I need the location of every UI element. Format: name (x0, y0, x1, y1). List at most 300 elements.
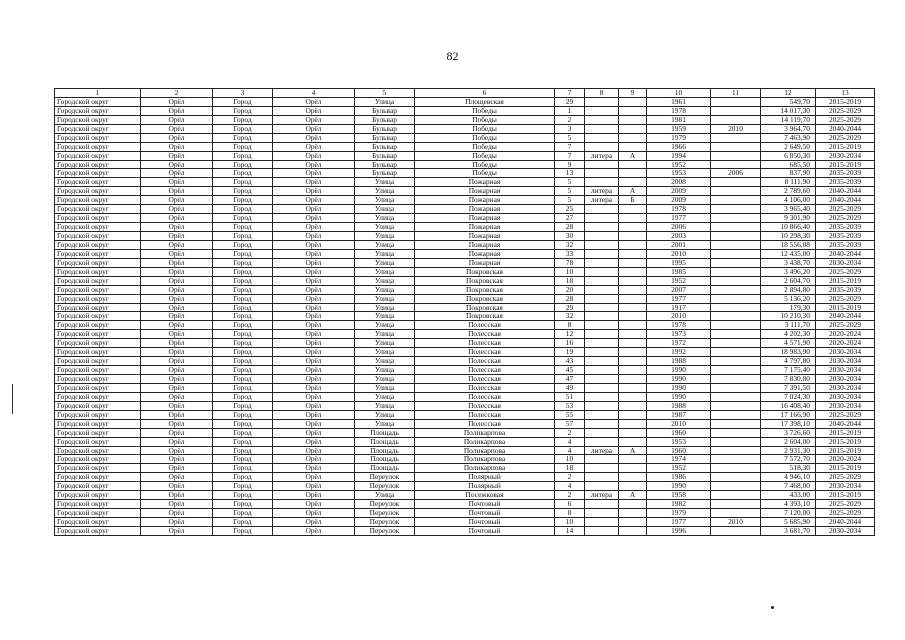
table-cell: 14 (555, 526, 585, 535)
table-cell (585, 482, 619, 491)
column-header: 12 (761, 89, 816, 98)
table-cell: 2040-2044 (816, 312, 875, 321)
table-cell: Орёл (141, 410, 213, 419)
table-cell (711, 151, 761, 160)
table-cell: 1979 (647, 509, 711, 518)
table-cell: Орёл (141, 214, 213, 223)
table-cell: Полесская (415, 348, 555, 357)
table-cell: Орёл (141, 509, 213, 518)
table-cell: 2 931,30 (761, 446, 816, 455)
table-row (55, 178, 875, 187)
table-cell: Орёл (141, 223, 213, 232)
table-cell (585, 178, 619, 187)
table-cell (711, 339, 761, 348)
table-cell: 27 (555, 214, 585, 223)
table-row (55, 401, 875, 410)
table-cell: Улица (355, 419, 415, 428)
table-cell: Город (213, 258, 273, 267)
table-cell: 1978 (647, 321, 711, 330)
table-cell (619, 303, 647, 312)
table-cell: Победы (415, 115, 555, 124)
table-cell: Городской округ (55, 357, 141, 366)
table-cell: Улица (355, 303, 415, 312)
table-cell: 2008 (647, 178, 711, 187)
table-cell (585, 410, 619, 419)
table-row (55, 196, 875, 205)
table-cell (619, 428, 647, 437)
table-row (55, 205, 875, 214)
table-cell: Городской округ (55, 106, 141, 115)
table-cell: Бульвар (355, 133, 415, 142)
table-cell: Полесская (415, 357, 555, 366)
table-row (55, 151, 875, 160)
table-cell (619, 383, 647, 392)
table-cell: Городской округ (55, 518, 141, 527)
table-cell: Орёл (141, 518, 213, 527)
table-cell: 9 301,90 (761, 214, 816, 223)
table-cell (619, 357, 647, 366)
table-cell: 8 (555, 321, 585, 330)
table-cell: Бульвар (355, 124, 415, 133)
table-cell: 10 (555, 518, 585, 527)
table-cell: 1952 (647, 160, 711, 169)
table-cell: 18 (555, 276, 585, 285)
table-cell: Улица (355, 285, 415, 294)
table-cell (585, 357, 619, 366)
table-cell: 2030-2034 (816, 482, 875, 491)
table-cell (711, 142, 761, 151)
table-cell: Орёл (273, 518, 355, 527)
table-cell (619, 115, 647, 124)
table-row (55, 357, 875, 366)
table-cell: Городской округ (55, 339, 141, 348)
table-cell: 2001 (647, 240, 711, 249)
table-cell: Почтовый (415, 518, 555, 527)
table-cell: Городской округ (55, 491, 141, 500)
table-cell: Орёл (273, 473, 355, 482)
table-cell: 17 166,90 (761, 410, 816, 419)
table-cell (585, 205, 619, 214)
table-cell (711, 348, 761, 357)
table-cell: Площадь (355, 428, 415, 437)
table-cell (711, 446, 761, 455)
table-cell: Городской округ (55, 455, 141, 464)
table-cell: Орёл (141, 428, 213, 437)
table-cell: Орёл (141, 303, 213, 312)
table-cell (619, 392, 647, 401)
table-cell: 14 119,70 (761, 115, 816, 124)
table-row (55, 500, 875, 509)
table-cell: 2009 (647, 187, 711, 196)
table-cell: Городской округ (55, 169, 141, 178)
table-cell: Городской округ (55, 205, 141, 214)
table-cell (619, 455, 647, 464)
table-cell: Город (213, 124, 273, 133)
table-cell: 1978 (647, 106, 711, 115)
table-cell: 17 398,10 (761, 419, 816, 428)
table-cell: Орёл (273, 276, 355, 285)
table-cell: Орёл (273, 500, 355, 509)
table-cell (711, 357, 761, 366)
table-cell: 10 (555, 267, 585, 276)
table-cell: Улица (355, 491, 415, 500)
table-cell (585, 142, 619, 151)
table-cell: Площадь (355, 455, 415, 464)
table-cell: Орёл (273, 482, 355, 491)
table-cell: 2030-2034 (816, 348, 875, 357)
table-cell: Городской округ (55, 375, 141, 384)
table-cell (619, 339, 647, 348)
table-cell: 2 (555, 473, 585, 482)
table-cell: Переулок (355, 526, 415, 535)
table-cell: Город (213, 223, 273, 232)
table-cell: 2 604,00 (761, 437, 816, 446)
table-cell: 7 572,70 (761, 455, 816, 464)
table-cell: Пожарная (415, 232, 555, 241)
table-cell (619, 285, 647, 294)
table-cell: Город (213, 312, 273, 321)
table-cell: Пожарная (415, 258, 555, 267)
table-cell: 1953 (647, 437, 711, 446)
table-cell: Орёл (273, 419, 355, 428)
table-cell: Городской округ (55, 285, 141, 294)
table-cell: 4 (555, 446, 585, 455)
table-cell (619, 258, 647, 267)
table-cell (711, 366, 761, 375)
table-cell: 1981 (647, 115, 711, 124)
table-cell: Город (213, 294, 273, 303)
table-cell: Орёл (273, 366, 355, 375)
table-cell: 16 (555, 339, 585, 348)
table-cell: Орёл (141, 339, 213, 348)
table-cell: 2015-2019 (816, 464, 875, 473)
table-cell: Город (213, 392, 273, 401)
table-cell: 1978 (647, 205, 711, 214)
table-cell: Орёл (141, 464, 213, 473)
table-cell: 1990 (647, 383, 711, 392)
table-cell (619, 410, 647, 419)
table-cell (585, 124, 619, 133)
table-cell: Орёл (273, 106, 355, 115)
table-cell (711, 178, 761, 187)
table-cell: 2010 (711, 124, 761, 133)
table-cell: Городской округ (55, 187, 141, 196)
table-cell: Орёл (141, 357, 213, 366)
table-cell: А (619, 491, 647, 500)
table-cell: Улица (355, 357, 415, 366)
table-cell: Орёл (141, 276, 213, 285)
table-cell (619, 205, 647, 214)
table-cell: Город (213, 106, 273, 115)
table-cell (585, 473, 619, 482)
table-cell (585, 97, 619, 106)
table-cell: 2 (555, 428, 585, 437)
table-cell: Городской округ (55, 366, 141, 375)
table-cell: Улица (355, 375, 415, 384)
table-cell: Городской округ (55, 303, 141, 312)
table-cell: Городской округ (55, 330, 141, 339)
table-cell (711, 267, 761, 276)
table-cell (619, 482, 647, 491)
table-cell: Пожарная (415, 187, 555, 196)
table-cell: 2015-2019 (816, 160, 875, 169)
table-cell: 1952 (647, 464, 711, 473)
table-body (55, 97, 875, 535)
table-cell: Город (213, 437, 273, 446)
table-cell: Орёл (141, 312, 213, 321)
table-row (55, 294, 875, 303)
table-cell: 1960 (647, 428, 711, 437)
table-cell: 55 (555, 410, 585, 419)
table-cell: Орёл (273, 285, 355, 294)
table-cell: Город (213, 446, 273, 455)
table-row (55, 383, 875, 392)
table-cell: 7 391,50 (761, 383, 816, 392)
table-cell: 1985 (647, 267, 711, 276)
table-cell: 2015-2019 (816, 428, 875, 437)
column-header: 6 (415, 89, 555, 98)
table-cell: Покровская (415, 276, 555, 285)
table-cell: 2006 (711, 169, 761, 178)
table-cell: 5 (555, 196, 585, 205)
table-cell: Орёл (141, 419, 213, 428)
table-cell: Бульвар (355, 160, 415, 169)
table-cell (619, 509, 647, 518)
table-row (55, 133, 875, 142)
table-cell (711, 401, 761, 410)
table-cell: Победы (415, 169, 555, 178)
table-cell (585, 115, 619, 124)
table-cell: Городской округ (55, 267, 141, 276)
table-cell: Городской округ (55, 482, 141, 491)
table-cell: 2040-2044 (816, 249, 875, 258)
table-cell: 549,70 (761, 97, 816, 106)
table-cell (585, 437, 619, 446)
table-cell: 6 850,30 (761, 151, 816, 160)
table-cell (619, 169, 647, 178)
table-cell: Город (213, 249, 273, 258)
column-header: 11 (711, 89, 761, 98)
table-cell (585, 285, 619, 294)
table-cell: Улица (355, 196, 415, 205)
column-header: 5 (355, 89, 415, 98)
table-cell: Город (213, 142, 273, 151)
column-header: 7 (555, 89, 585, 98)
table-cell (711, 482, 761, 491)
table-cell (585, 392, 619, 401)
table-row (55, 410, 875, 419)
table-cell: литера (585, 196, 619, 205)
table-cell: Орёл (273, 97, 355, 106)
table-cell: 2025-2029 (816, 473, 875, 482)
table-cell: 2035-2039 (816, 223, 875, 232)
table-cell: Городской округ (55, 178, 141, 187)
table-cell (619, 232, 647, 241)
table-cell: Орёл (141, 169, 213, 178)
table-cell: литера (585, 151, 619, 160)
table-cell: Орёл (273, 491, 355, 500)
table-cell: А (619, 151, 647, 160)
table-cell: 19 (555, 348, 585, 357)
table-row (55, 330, 875, 339)
table-row (55, 419, 875, 428)
table-cell: Орёл (273, 312, 355, 321)
table-cell: Орёл (141, 178, 213, 187)
table-row (55, 106, 875, 115)
table-cell: Улица (355, 205, 415, 214)
table-cell: 7 (555, 142, 585, 151)
table-cell: А (619, 446, 647, 455)
table-cell (711, 375, 761, 384)
table-cell: Город (213, 383, 273, 392)
table-cell: Улица (355, 330, 415, 339)
table-cell: Бульвар (355, 151, 415, 160)
table-cell (711, 232, 761, 241)
table-cell: Улица (355, 240, 415, 249)
table-row (55, 276, 875, 285)
table-row (55, 187, 875, 196)
table-row (55, 321, 875, 330)
table-cell: Покровская (415, 267, 555, 276)
table-cell: 2040-2044 (816, 124, 875, 133)
table-cell: Город (213, 169, 273, 178)
table-cell: Орёл (273, 151, 355, 160)
table-cell: Посежковая (415, 491, 555, 500)
table-cell (711, 205, 761, 214)
table-cell: 2030-2034 (816, 366, 875, 375)
table-cell (711, 312, 761, 321)
register-table (54, 88, 875, 536)
table-cell: 2040-2044 (816, 196, 875, 205)
table-cell: Улица (355, 339, 415, 348)
table-cell: Пожарная (415, 196, 555, 205)
table-cell: Город (213, 473, 273, 482)
table-cell: 5 136,20 (761, 294, 816, 303)
table-cell: 10 (555, 455, 585, 464)
table-cell: 3 965,40 (761, 205, 816, 214)
table-cell (585, 455, 619, 464)
table-cell (711, 196, 761, 205)
table-cell: Орёл (141, 133, 213, 142)
table-cell: 20 (555, 285, 585, 294)
table-cell: Город (213, 509, 273, 518)
table-cell: 2025-2029 (816, 214, 875, 223)
table-cell: 10 298,30 (761, 232, 816, 241)
table-cell (585, 348, 619, 357)
table-cell: Переулок (355, 518, 415, 527)
table-cell: 2025-2029 (816, 321, 875, 330)
table-cell: Городской округ (55, 473, 141, 482)
table-cell: Орёл (273, 392, 355, 401)
table-cell: Полесская (415, 383, 555, 392)
table-cell (585, 223, 619, 232)
table-cell: 2 789,60 (761, 187, 816, 196)
table-cell: Орёл (141, 97, 213, 106)
table-cell (711, 249, 761, 258)
table-cell: Орёл (273, 232, 355, 241)
table-cell: Городской округ (55, 526, 141, 535)
table-cell: 2030-2034 (816, 151, 875, 160)
table-cell (585, 518, 619, 527)
table-row (55, 115, 875, 124)
table-cell: Орёл (273, 169, 355, 178)
column-header: 8 (585, 89, 619, 98)
table-cell: 1990 (647, 482, 711, 491)
table-cell: 2030-2034 (816, 258, 875, 267)
table-cell: Улица (355, 401, 415, 410)
table-cell: Городской округ (55, 428, 141, 437)
table-row (55, 303, 875, 312)
table-cell: Орёл (141, 294, 213, 303)
table-cell: Орёл (273, 196, 355, 205)
table-cell: Орёл (141, 249, 213, 258)
table-cell: Городской округ (55, 258, 141, 267)
table-cell: Город (213, 187, 273, 196)
table-cell: Город (213, 518, 273, 527)
table-cell: 2025-2029 (816, 115, 875, 124)
table-cell: Победы (415, 151, 555, 160)
table-row (55, 232, 875, 241)
table-cell: Орёл (273, 428, 355, 437)
table-row (55, 240, 875, 249)
table-cell (585, 509, 619, 518)
table-cell: Орёл (141, 375, 213, 384)
table-row (55, 491, 875, 500)
table-cell: Поликарпова (415, 464, 555, 473)
table-cell: 2 604,70 (761, 276, 816, 285)
table-cell (585, 249, 619, 258)
table-cell: 2 649,50 (761, 142, 816, 151)
table-cell: Орёл (273, 455, 355, 464)
table-cell: Улица (355, 312, 415, 321)
table-cell: Городской округ (55, 232, 141, 241)
table-cell: 2030-2034 (816, 401, 875, 410)
table-cell: 4 797,80 (761, 357, 816, 366)
table-cell: 433,00 (761, 491, 816, 500)
table-cell: Город (213, 410, 273, 419)
table-row (55, 526, 875, 535)
table-cell (585, 428, 619, 437)
table-cell (711, 491, 761, 500)
table-cell: 2025-2029 (816, 205, 875, 214)
table-cell: 2020-2024 (816, 455, 875, 464)
table-row (55, 339, 875, 348)
table-cell: Улица (355, 223, 415, 232)
table-cell: Городской округ (55, 383, 141, 392)
table-cell: Орёл (141, 446, 213, 455)
table-cell (619, 214, 647, 223)
table-cell (711, 276, 761, 285)
table-cell: Улица (355, 232, 415, 241)
table-cell: 2020-2024 (816, 339, 875, 348)
table-cell: 25 (555, 205, 585, 214)
table-cell: 3 726,60 (761, 428, 816, 437)
table-cell: Орёл (273, 187, 355, 196)
table-cell: Пожарная (415, 178, 555, 187)
table-cell: Городской округ (55, 500, 141, 509)
table-cell: 32 (555, 240, 585, 249)
table-cell: 2025-2029 (816, 133, 875, 142)
table-cell: Городской округ (55, 97, 141, 106)
table-cell: 5 (555, 133, 585, 142)
table-row (55, 509, 875, 518)
table-cell: 2020-2024 (816, 330, 875, 339)
table-cell: Городской округ (55, 124, 141, 133)
table-cell (619, 464, 647, 473)
table-cell (619, 473, 647, 482)
table-cell: 1 (555, 106, 585, 115)
table-cell: Покровская (415, 312, 555, 321)
